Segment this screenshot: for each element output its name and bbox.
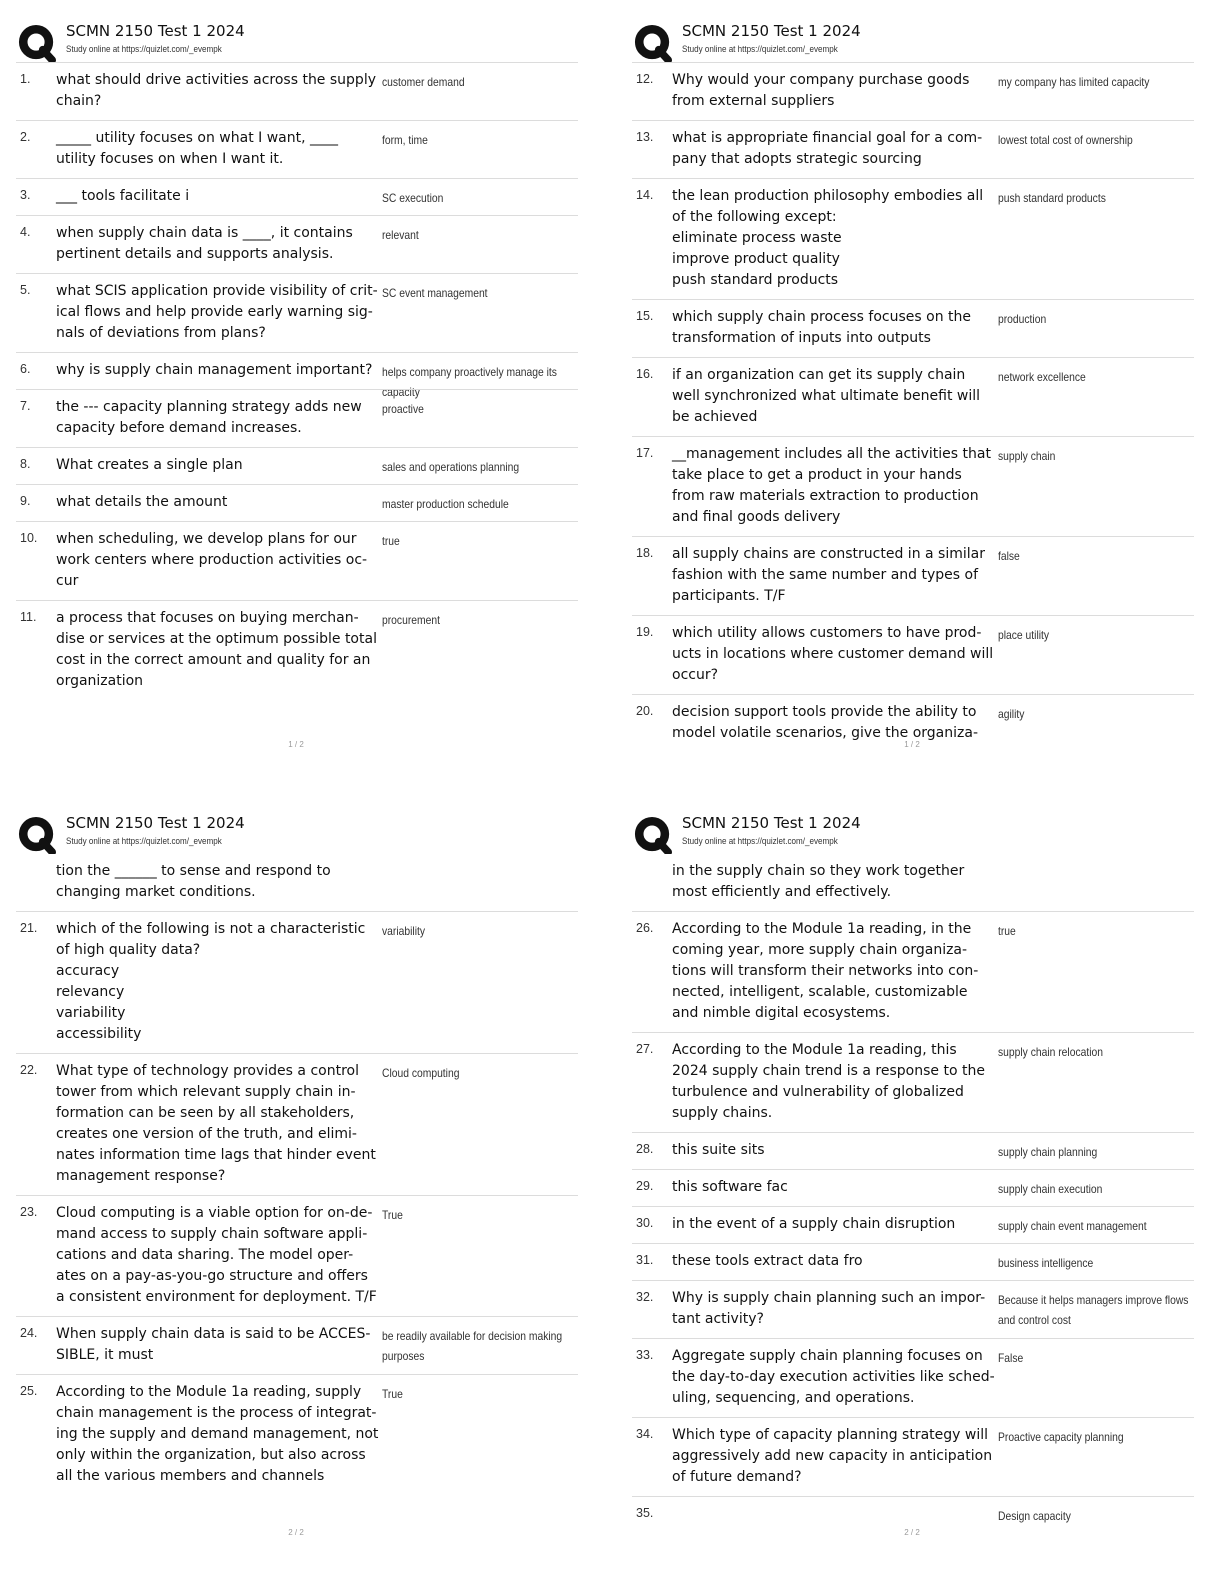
answer-text: production <box>998 312 1047 326</box>
question-number: 22. <box>20 1063 38 1077</box>
question-text: What creates a single plan <box>56 457 243 473</box>
question-row <box>632 1280 1194 1338</box>
question-number: 14. <box>636 188 654 202</box>
question-row <box>16 389 578 447</box>
question-text: Why would your company purchase goods from external suppliers <box>672 72 970 109</box>
answer-text: lowest total cost of ownership <box>998 133 1133 147</box>
answer-text: form, time <box>382 133 428 147</box>
question-number: 32. <box>636 1290 654 1304</box>
answer-text: Cloud computing <box>382 1066 460 1080</box>
question-row <box>16 178 578 215</box>
page-subtitle: Study online at https://quizlet.com/_evempk <box>682 44 838 55</box>
question-number: 3. <box>20 188 31 202</box>
question-number: 7. <box>20 399 31 413</box>
question-text: what is appropriate financial goal for a com-pany that adopts strategic sourcing <box>672 130 983 167</box>
question-text: what SCIS application provide visibility of crit-ical flows and help provide early warning sig-nals of deviations from plans? <box>56 283 378 341</box>
question-row <box>16 215 578 273</box>
page-header <box>632 18 1192 62</box>
question-row <box>16 1195 578 1316</box>
question-number: 10. <box>20 531 38 545</box>
question-row <box>16 273 578 352</box>
question-text: According to the Module 1a reading, supply chain management is the process of integrat-ing the supply and demand management, not only within the organization, but also across all the various members and channels <box>56 1384 379 1484</box>
question-row <box>632 120 1194 178</box>
question-text: tion the ______ to sense and respond to changing market conditions. <box>56 863 331 900</box>
answer-text: False <box>998 1351 1024 1365</box>
question-text: __management includes all the activities that take place to get a product in your hands from raw materials extraction to production and final goods delivery <box>672 446 991 525</box>
question-text: Why is supply chain planning such an impor-tant activity? <box>672 1290 986 1327</box>
question-number: 18. <box>636 546 654 560</box>
question-number: 25. <box>20 1384 38 1398</box>
question-text: when scheduling, we develop plans for our work centers where production activities oc-cur <box>56 531 368 589</box>
page-subtitle: Study online at https://quizlet.com/_evempk <box>66 44 222 55</box>
quizlet-logo-icon <box>634 816 672 854</box>
answer-text: proactive <box>382 402 424 416</box>
question-number: 31. <box>636 1253 654 1267</box>
question-text: why is supply chain management important? <box>56 362 373 378</box>
answer-text: be readily available for decision making purposes <box>382 1329 563 1363</box>
question-row <box>16 62 578 120</box>
question-row <box>16 484 578 521</box>
question-row <box>632 299 1194 357</box>
question-text: the --- capacity planning strategy adds new capacity before demand increases. <box>56 399 362 436</box>
question-row <box>16 352 578 399</box>
answer-text: true <box>998 924 1016 938</box>
question-text: Aggregate supply chain planning focuses on the day-to-day execution activities like sched-uling, sequencing, and operations. <box>672 1348 995 1406</box>
question-number: 28. <box>636 1142 654 1156</box>
answer-text: network excellence <box>998 370 1086 384</box>
question-row <box>16 1053 578 1195</box>
question-row <box>632 911 1194 1032</box>
answer-text: supply chain <box>998 449 1056 463</box>
answer-text: procurement <box>382 613 440 627</box>
question-text: in the event of a supply chain disruption <box>672 1216 956 1232</box>
continued-question <box>632 854 1194 911</box>
answer-text: SC event management <box>382 286 488 300</box>
question-row <box>632 178 1194 299</box>
question-row <box>632 1338 1194 1417</box>
quizlet-logo-icon <box>18 816 56 854</box>
question-text: When supply chain data is said to be ACCES-SIBLE, it must <box>56 1326 371 1363</box>
page-header <box>16 18 576 62</box>
question-number: 12. <box>636 72 654 86</box>
question-text: if an organization can get its supply chain well synchronized what ultimate benefit will be achieved <box>672 367 981 425</box>
question-number: 29. <box>636 1179 654 1193</box>
question-row <box>632 615 1194 694</box>
question-text: what should drive activities across the supply chain? <box>56 72 376 109</box>
question-list <box>632 854 1194 1532</box>
question-row <box>632 436 1194 536</box>
question-row <box>632 1132 1194 1169</box>
answer-text: place utility <box>998 628 1050 642</box>
question-number: 21. <box>20 921 38 935</box>
question-row <box>16 120 578 178</box>
question-text: what details the amount <box>56 494 228 510</box>
question-number: 1. <box>20 72 31 86</box>
question-text: when supply chain data is ____, it contains pertinent details and supports analysis. <box>56 225 353 262</box>
answer-text: false <box>998 549 1020 563</box>
page-footer: 1 / 2 <box>904 740 920 749</box>
question-text: What type of technology provides a control tower from which relevant supply chain in-formation can be seen by all stakeholders, creates one version of the truth, and elimi-nates information time lags that hinder event management response? <box>56 1063 376 1184</box>
answer-text: supply chain event management <box>998 1219 1147 1233</box>
question-number: 23. <box>20 1205 38 1219</box>
question-text: Which type of capacity planning strategy will aggressively add new capacity in anticipation of future demand? <box>672 1427 993 1485</box>
question-row <box>632 1496 1194 1532</box>
answer-text: relevant <box>382 228 419 242</box>
page-title: SCMN 2150 Test 1 2024 <box>66 22 245 40</box>
question-row <box>16 911 578 1053</box>
question-row <box>632 1169 1194 1206</box>
question-number: 26. <box>636 921 654 935</box>
page-3 <box>16 810 596 1580</box>
question-row <box>632 536 1194 615</box>
question-text: According to the Module 1a reading, this 2024 supply chain trend is a response to the turbulence and vulnerability of globalized supply chains. <box>672 1042 985 1121</box>
page-4 <box>632 810 1212 1580</box>
answer-text: business intelligence <box>998 1256 1094 1270</box>
question-number: 20. <box>636 704 654 718</box>
page-2 <box>632 18 1212 788</box>
question-text: which utility allows customers to have prod-ucts in locations where customer demand will occur? <box>672 625 994 683</box>
answer-text: True <box>382 1387 403 1401</box>
question-text: decision support tools provide the ability to model volatile scenarios, give the organiza- <box>672 704 978 741</box>
question-number: 4. <box>20 225 31 239</box>
page-footer: 2 / 2 <box>904 1528 920 1537</box>
question-row <box>16 1374 578 1495</box>
question-text: which supply chain process focuses on the transformation of inputs into outputs <box>672 309 971 346</box>
answer-text: customer demand <box>382 75 465 89</box>
page-subtitle: Study online at https://quizlet.com/_evempk <box>66 836 222 847</box>
question-text: this software fac <box>672 1179 788 1195</box>
answer-text: True <box>382 1208 403 1222</box>
question-number: 17. <box>636 446 654 460</box>
answer-text: sales and operations planning <box>382 460 520 474</box>
page-header <box>16 810 576 854</box>
question-number: 16. <box>636 367 654 381</box>
answer-text: supply chain relocation <box>998 1045 1103 1059</box>
question-row <box>16 521 578 600</box>
answer-text: push standard products <box>998 191 1106 205</box>
question-text: all supply chains are constructed in a similar fashion with the same number and types of participants. T/F <box>672 546 985 604</box>
question-list <box>16 62 578 700</box>
page-1 <box>16 18 596 788</box>
question-number: 24. <box>20 1326 38 1340</box>
answer-text: supply chain execution <box>998 1182 1103 1196</box>
question-row <box>632 1206 1194 1243</box>
question-row <box>16 447 578 484</box>
page-subtitle: Study online at https://quizlet.com/_evempk <box>682 836 838 847</box>
question-text: According to the Module 1a reading, in the coming year, more supply chain organiza-tions will transform their networks into con-nected, intelligent, scalable, customizable and nimble digital ecosystems. <box>672 921 979 1021</box>
question-text: which of the following is not a characteristic of high quality data? accuracy relevancy variability accessibility <box>56 921 366 1042</box>
page-footer: 2 / 2 <box>288 1528 304 1537</box>
question-text: a process that focuses on buying merchan-dise or services at the optimum possible total cost in the correct amount and quality for an organization <box>56 610 377 689</box>
answer-text: Proactive capacity planning <box>998 1430 1124 1444</box>
answer-text: supply chain planning <box>998 1145 1098 1159</box>
continued-question <box>16 854 578 911</box>
question-text: these tools extract data fro <box>672 1253 863 1269</box>
page-title: SCMN 2150 Test 1 2024 <box>682 814 861 832</box>
question-row <box>632 1243 1194 1280</box>
answer-text: agility <box>998 707 1025 721</box>
question-number: 35. <box>636 1506 654 1520</box>
quizlet-logo-icon <box>18 24 56 62</box>
question-number: 11. <box>20 610 37 624</box>
page-title: SCMN 2150 Test 1 2024 <box>66 814 245 832</box>
answer-text: master production schedule <box>382 497 509 511</box>
question-number: 15. <box>636 309 654 323</box>
answer-text: my company has limited capacity <box>998 75 1150 89</box>
answer-text: Because it helps managers improve flows and control cost <box>998 1293 1189 1327</box>
question-row <box>16 600 578 700</box>
question-row <box>16 1316 578 1374</box>
question-number: 8. <box>20 457 31 471</box>
question-list <box>16 854 578 1495</box>
question-row <box>632 1417 1194 1496</box>
question-number: 5. <box>20 283 31 297</box>
question-text: this suite sits <box>672 1142 765 1158</box>
question-row <box>632 1032 1194 1132</box>
question-text: in the supply chain so they work together most efficiently and effectively. <box>672 863 965 900</box>
question-number: 13. <box>636 130 654 144</box>
answer-text: true <box>382 534 400 548</box>
question-row <box>632 357 1194 436</box>
question-list <box>632 62 1194 752</box>
question-number: 27. <box>636 1042 654 1056</box>
question-number: 30. <box>636 1216 654 1230</box>
question-number: 9. <box>20 494 31 508</box>
quizlet-logo-icon <box>634 24 672 62</box>
answer-text: helps company proactively manage its capacity <box>382 365 557 399</box>
question-text: the lean production philosophy embodies all of the following except: eliminate process waste improve product quality push standard products <box>672 188 984 288</box>
question-number: 6. <box>20 362 31 376</box>
answer-text: SC execution <box>382 191 444 205</box>
page-title: SCMN 2150 Test 1 2024 <box>682 22 861 40</box>
question-number: 33. <box>636 1348 654 1362</box>
page-header <box>632 810 1192 854</box>
question-number: 19. <box>636 625 654 639</box>
question-number: 34. <box>636 1427 654 1441</box>
question-text: Cloud computing is a viable option for on-de-mand access to supply chain software appli-cations and data sharing. The model oper-ates on a pay-as-you-go structure and offers a consistent environment for deployment. T/F <box>56 1205 377 1305</box>
question-text: _____ utility focuses on what I want, ____ utility focuses on when I want it. <box>56 130 339 167</box>
question-text: ___ tools facilitate i <box>56 188 190 204</box>
question-row <box>632 62 1194 120</box>
answer-text: Design capacity <box>998 1509 1071 1523</box>
answer-text: variability <box>382 924 426 938</box>
question-number: 2. <box>20 130 31 144</box>
page-footer: 1 / 2 <box>288 740 304 749</box>
